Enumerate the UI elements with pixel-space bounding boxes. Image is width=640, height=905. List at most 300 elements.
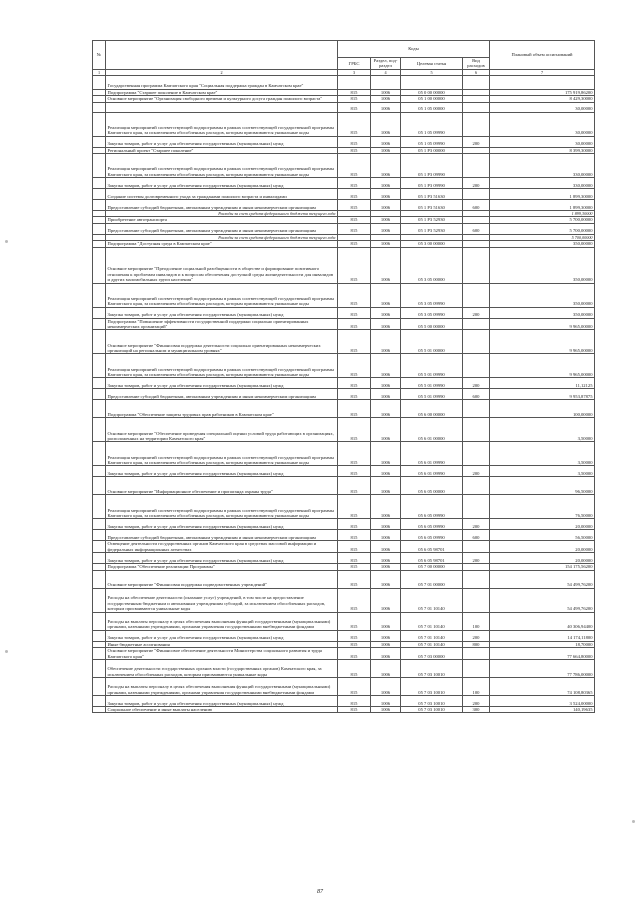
table-row	[93, 695, 595, 706]
row-target-article: 05 1 P3 51630	[401, 189, 463, 200]
colnum: 5	[401, 69, 463, 75]
table-body	[93, 75, 595, 713]
row-sum: 54 499,76200	[490, 588, 595, 612]
row-grbs: 815	[338, 588, 371, 612]
row-sum: 18,70000	[490, 641, 595, 647]
row-sum: 76,50000	[490, 495, 595, 519]
row-sum: 8 399,30000	[490, 147, 595, 153]
row-grbs: 815	[338, 89, 371, 95]
row-grbs: 815	[338, 648, 371, 660]
row-expense-type	[463, 102, 490, 112]
row-sum: 3 524,00000	[490, 695, 595, 706]
row-razdel: 1006	[371, 378, 401, 389]
row-target-article: 05 3 00 00000	[401, 241, 463, 247]
row-razdel: 1006	[371, 495, 401, 519]
row-number	[93, 588, 106, 612]
row-number	[93, 189, 106, 200]
row-grbs: 815	[338, 223, 371, 234]
row-sum: 1 899,30000	[490, 211, 595, 217]
row-grbs: 815	[338, 495, 371, 519]
table-row	[93, 677, 595, 695]
row-grbs: 815	[338, 466, 371, 477]
row-target-article: 05 1 P3 51630	[401, 200, 463, 211]
row-razdel: 1006	[371, 706, 401, 712]
row-razdel: 1006	[371, 588, 401, 612]
row-sum: 5 700,00000	[490, 234, 595, 240]
row-expense-type	[463, 330, 490, 354]
row-description: Иные бюджетные ассигнования	[106, 641, 338, 647]
row-razdel: 1006	[371, 189, 401, 200]
colnum: 7	[490, 69, 595, 75]
row-target-article: 05 7 03 10010	[401, 706, 463, 712]
row-expense-type	[463, 400, 490, 418]
row-target-article: 05 7 01 00000	[401, 570, 463, 588]
row-target-article	[401, 75, 463, 89]
colnum: 6	[463, 69, 490, 75]
row-expense-type: 300	[463, 706, 490, 712]
row-target-article: 05 1 P3 09990	[401, 178, 463, 189]
table-row	[93, 223, 595, 234]
row-number	[93, 466, 106, 477]
row-razdel: 1006	[371, 247, 401, 283]
row-number	[93, 677, 106, 695]
row-number	[93, 477, 106, 495]
row-sum: 54 499,76200	[490, 570, 595, 588]
row-description: Предоставление субсидий бюджетным, автономным учреждениям и иным некоммерческим организациям	[106, 200, 338, 211]
row-target-article: 05 6 01 09990	[401, 442, 463, 466]
row-target-article: 05 7 01 10140	[401, 641, 463, 647]
row-description: Подпрограмма "Повышение эффективности государственной поддержки социально ориентированных некоммерческих организаций"	[106, 318, 338, 330]
row-razdel: 1006	[371, 630, 401, 641]
row-sum: 350,00000	[490, 247, 595, 283]
row-target-article: 05 5 01 09990	[401, 378, 463, 389]
row-target-article: 05 1 00 00000	[401, 96, 463, 102]
row-expense-type	[463, 247, 490, 283]
table-row	[93, 466, 595, 477]
table-row	[93, 318, 595, 330]
row-grbs: 815	[338, 630, 371, 641]
row-target-article: 05 5 00 00000	[401, 318, 463, 330]
table-row	[93, 247, 595, 283]
row-target-article: 05 7 01 10140	[401, 630, 463, 641]
row-expense-type	[463, 495, 490, 519]
row-expense-type	[463, 648, 490, 660]
row-description: Закупка товаров, работ и услуг для обеспечения государственных (муниципальных) нужд	[106, 553, 338, 564]
row-description: Предоставление субсидий бюджетным, автономным учреждениям и иным некоммерческим организациям	[106, 223, 338, 234]
row-sum: 9 965,00000	[490, 354, 595, 378]
row-expense-type	[463, 570, 490, 588]
row-description: Социальное обеспечение и иные выплаты населению	[106, 706, 338, 712]
row-sum: 96,50000	[490, 477, 595, 495]
row-description	[106, 102, 338, 112]
row-expense-type	[463, 418, 490, 442]
row-grbs: 815	[338, 477, 371, 495]
row-razdel: 1006	[371, 178, 401, 189]
row-grbs: 815	[338, 247, 371, 283]
row-target-article: 05 1 P3 09990	[401, 154, 463, 178]
row-sum: 30,00000	[490, 136, 595, 147]
row-target-article: 05 5 01 00000	[401, 330, 463, 354]
row-sum: 20,00000	[490, 519, 595, 530]
row-expense-type: 200	[463, 307, 490, 318]
row-sum: 8 429,30000	[490, 96, 595, 102]
row-number	[93, 154, 106, 178]
row-expense-type	[463, 75, 490, 89]
row-description: Реализация мероприятий соответствующей подпрограммы в рамках соответствующей государственной программы Камчатского края, за исключением обособленных расходов, которым присваиваются уникальные коды	[106, 354, 338, 378]
row-grbs: 815	[338, 570, 371, 588]
row-description: Основное мероприятие "Преодоление социальной разобщенности в обществе и формирование позитивного отношения к проблемам инвалидов и к вопросам обеспечения доступной среды жизнедеятельности для инвалидов и других маломобильных групп населения"	[106, 247, 338, 283]
row-sum: 9 953,87875	[490, 389, 595, 400]
row-grbs: 815	[338, 154, 371, 178]
header-grbs: ГРБС	[338, 58, 371, 70]
table-row	[93, 530, 595, 541]
row-grbs: 815	[338, 677, 371, 695]
row-grbs: 815	[338, 519, 371, 530]
row-grbs: 815	[338, 541, 371, 553]
row-sum: 9 965,00000	[490, 318, 595, 330]
row-sum: 175 919,86200	[490, 89, 595, 95]
table-row	[93, 630, 595, 641]
row-grbs: 815	[338, 318, 371, 330]
colnum: 4	[371, 69, 401, 75]
row-sum: 3,50000	[490, 442, 595, 466]
table-row	[93, 378, 595, 389]
row-target-article: 05 6 01 09990	[401, 466, 463, 477]
row-description: Подпрограмма "Старшее поколение в Камчатском крае"	[106, 89, 338, 95]
row-sum: 30,00000	[490, 102, 595, 112]
row-number	[93, 389, 106, 400]
row-razdel: 1006	[371, 283, 401, 307]
row-description: Расходы на выплаты персоналу в целях обеспечения выполнения функций государственными (муниципальными) органами, казенными учреждениями, органами управления государственными внебюджетными фондами	[106, 677, 338, 695]
row-sum: 77 786,00000	[490, 659, 595, 677]
row-sum: 1 899,30000	[490, 200, 595, 211]
row-sum: 56,50000	[490, 530, 595, 541]
row-expense-type: 100	[463, 677, 490, 695]
row-razdel: 1006	[371, 418, 401, 442]
row-number	[93, 442, 106, 466]
colnum: 1	[93, 69, 106, 75]
row-target-article: 05 0 00 00000	[401, 89, 463, 95]
row-sum: 350,00000	[490, 307, 595, 318]
scan-mark	[5, 650, 8, 653]
row-target-article: 05 3 05 09990	[401, 283, 463, 307]
row-description: Закупка товаров, работ и услуг для обеспечения государственных (муниципальных) нужд	[106, 519, 338, 530]
row-target-article: 05 7 01 10140	[401, 588, 463, 612]
row-expense-type	[463, 189, 490, 200]
row-grbs	[338, 75, 371, 89]
row-grbs: 815	[338, 102, 371, 112]
row-target-article: 05 6 01 00000	[401, 418, 463, 442]
row-razdel: 1006	[371, 330, 401, 354]
row-grbs: 815	[338, 136, 371, 147]
row-sum: 30,00000	[490, 112, 595, 136]
row-grbs: 815	[338, 418, 371, 442]
table-row	[93, 330, 595, 354]
row-number	[93, 223, 106, 234]
row-sum: 350,00000	[490, 283, 595, 307]
table-row	[93, 354, 595, 378]
row-razdel: 1006	[371, 217, 401, 223]
row-description: Подпрограмма "Обеспечение реализации Программы"	[106, 564, 338, 570]
row-grbs: 815	[338, 400, 371, 418]
row-expense-type	[463, 541, 490, 553]
table-row	[93, 136, 595, 147]
row-expense-type: 200	[463, 695, 490, 706]
row-grbs: 815	[338, 641, 371, 647]
row-grbs: 815	[338, 530, 371, 541]
row-number	[93, 612, 106, 630]
scan-mark	[5, 240, 8, 243]
row-description: Расходы на обеспечение деятельности (оказание услуг) учреждений, в том числе на предоставление государственным бюджетным и автономным учреждениям субсидий, за исключением обособленных расходов, которым присваиваются уникальные коды	[106, 588, 338, 612]
row-grbs: 815	[338, 378, 371, 389]
colnum: 3	[338, 69, 371, 75]
row-description: Основное мероприятие "Обеспечение проведения специальной оценки условий труда работающих в организациях, расположенных на территории Камчатского края"	[106, 418, 338, 442]
row-sum: 20,00000	[490, 541, 595, 553]
row-description: Государственная программа Камчатского края "Социальная поддержка граждан в Камчатском крае"	[106, 75, 338, 89]
row-razdel: 1006	[371, 354, 401, 378]
row-sum: 140,19635	[490, 706, 595, 712]
row-expense-type	[463, 477, 490, 495]
page-number: 87	[317, 889, 323, 895]
table-row	[93, 400, 595, 418]
row-sum: 40 306,94400	[490, 612, 595, 630]
row-description: Основное мероприятие "Информационное обеспечение и пропаганда охраны труда"	[106, 477, 338, 495]
scan-mark	[632, 820, 635, 823]
row-grbs: 815	[338, 695, 371, 706]
table-row	[93, 283, 595, 307]
row-razdel: 1006	[371, 147, 401, 153]
row-razdel: 1006	[371, 641, 401, 647]
row-grbs: 815	[338, 241, 371, 247]
row-description: Закупка товаров, работ и услуг для обеспечения государственных (муниципальных) нужд	[106, 695, 338, 706]
table-row	[93, 200, 595, 211]
row-razdel: 1006	[371, 307, 401, 318]
header-expense-type: Вид расходов	[463, 58, 490, 70]
row-razdel: 1006	[371, 659, 401, 677]
table-row	[93, 706, 595, 712]
row-razdel: 1006	[371, 400, 401, 418]
row-grbs: 815	[338, 112, 371, 136]
row-expense-type	[463, 283, 490, 307]
row-sum: 330,00000	[490, 178, 595, 189]
row-sum: 11,12125	[490, 378, 595, 389]
row-target-article: 05 1 P3 00000	[401, 147, 463, 153]
row-grbs: 815	[338, 200, 371, 211]
table-row	[93, 178, 595, 189]
row-grbs: 815	[338, 147, 371, 153]
row-description: Закупка товаров, работ и услуг для обеспечения государственных (муниципальных) нужд	[106, 178, 338, 189]
row-description: Создание системы долговременного ухода за гражданами пожилого возраста и инвалидами	[106, 189, 338, 200]
row-number	[93, 283, 106, 307]
table-row	[93, 553, 595, 564]
row-description: Закупка товаров, работ и услуг для обеспечения государственных (муниципальных) нужд	[106, 136, 338, 147]
row-razdel: 1006	[371, 241, 401, 247]
row-razdel: 1006	[371, 519, 401, 530]
row-number	[93, 112, 106, 136]
row-target-article: 05 1 05 09990	[401, 136, 463, 147]
row-razdel: 1006	[371, 200, 401, 211]
row-razdel: 1006	[371, 442, 401, 466]
row-number	[93, 318, 106, 330]
row-sum: 74 108,80365	[490, 677, 595, 695]
row-description: Основное мероприятие "Финансовая поддержка деятельности социально ориентированных некоммерческих организаций на региональном и муниципальном уровнях"	[106, 330, 338, 354]
row-grbs: 815	[338, 389, 371, 400]
row-razdel: 1006	[371, 541, 401, 553]
row-razdel: 1006	[371, 318, 401, 330]
row-razdel: 1006	[371, 530, 401, 541]
row-expense-type: 200	[463, 136, 490, 147]
colnum: 2	[106, 69, 338, 75]
row-sum: 100,00000	[490, 400, 595, 418]
row-number	[93, 102, 106, 112]
row-number	[93, 247, 106, 283]
row-number	[93, 630, 106, 641]
row-number	[93, 400, 106, 418]
row-sum: 5 700,00000	[490, 217, 595, 223]
row-description: Закупка товаров, работ и услуг для обеспечения государственных (муниципальных) нужд	[106, 630, 338, 641]
table-row	[93, 541, 595, 553]
row-expense-type	[463, 354, 490, 378]
row-expense-type	[463, 659, 490, 677]
row-target-article: 05 7 03 00000	[401, 648, 463, 660]
table-row	[93, 102, 595, 112]
row-expense-type: 200	[463, 378, 490, 389]
row-description: Расходы за счет средств федерального бюджета текущего года	[106, 234, 338, 240]
row-expense-type	[463, 588, 490, 612]
row-razdel: 1006	[371, 466, 401, 477]
row-description: Расходы за счет средств федерального бюджета текущего года	[106, 211, 338, 217]
row-number	[93, 378, 106, 389]
row-sum	[490, 75, 595, 89]
row-sum: 77 664,80000	[490, 648, 595, 660]
row-grbs: 815	[338, 612, 371, 630]
header-no: №	[93, 41, 106, 70]
row-description: Региональный проект "Старшее поколение"	[106, 147, 338, 153]
row-target-article: 05 6 05 09990	[401, 519, 463, 530]
table-row	[93, 189, 595, 200]
row-razdel: 1006	[371, 564, 401, 570]
row-description: Подпрограмма "Обеспечение защиты трудовых прав работников в Камчатском крае"	[106, 400, 338, 418]
row-razdel: 1006	[371, 96, 401, 102]
row-sum: 5 700,00000	[490, 223, 595, 234]
row-description: Основное мероприятие "Организация свободного времени и культурного досуга граждан пожилого возраста"	[106, 96, 338, 102]
row-expense-type: 200	[463, 178, 490, 189]
header-razdel: Раздел, под-раздел	[371, 58, 401, 70]
row-number	[93, 570, 106, 588]
table-row	[93, 75, 595, 89]
table-row	[93, 112, 595, 136]
row-target-article: 05 6 05 00000	[401, 477, 463, 495]
row-description: Освещение деятельности государственных органов Камчатского края в средствах массовой информации и федеральных информационных агентствах	[106, 541, 338, 553]
row-expense-type: 800	[463, 641, 490, 647]
row-grbs: 815	[338, 659, 371, 677]
row-razdel: 1006	[371, 112, 401, 136]
row-grbs: 815	[338, 283, 371, 307]
row-target-article: 05 6 05 98701	[401, 541, 463, 553]
row-grbs: 815	[338, 217, 371, 223]
table-row	[93, 519, 595, 530]
row-target-article: 05 6 05 98701	[401, 553, 463, 564]
row-razdel: 1006	[371, 223, 401, 234]
row-number	[93, 178, 106, 189]
row-target-article: 05 6 05 09990	[401, 495, 463, 519]
row-target-article: 05 7 03 10010	[401, 677, 463, 695]
row-number	[93, 695, 106, 706]
budget-table	[92, 40, 595, 713]
row-razdel: 1006	[371, 570, 401, 588]
row-target-article: 05 1 05 00000	[401, 102, 463, 112]
row-expense-type: 200	[463, 630, 490, 641]
row-description: Обеспечение деятельности государственных органов власти (государственных органов) Камчатского края, за исключением обособленных расходов, которым присваиваются уникальные коды	[106, 659, 338, 677]
table-row	[93, 418, 595, 442]
header-target-article: Целевая статья	[401, 58, 463, 70]
row-expense-type: 100	[463, 612, 490, 630]
row-target-article: 05 5 01 09990	[401, 389, 463, 400]
row-description: Реализация мероприятий соответствующей подпрограммы в рамках соответствующей государственной программы Камчатского края, за исключением обособленных расходов, которым присваиваются уникальные коды	[106, 495, 338, 519]
row-sum: 154 175,56200	[490, 564, 595, 570]
table-row	[93, 659, 595, 677]
row-number	[93, 495, 106, 519]
row-grbs: 815	[338, 706, 371, 712]
row-grbs: 815	[338, 330, 371, 354]
row-razdel: 1006	[371, 648, 401, 660]
table-row	[93, 442, 595, 466]
row-target-article: 05 6 00 00000	[401, 400, 463, 418]
row-number	[93, 418, 106, 442]
row-number	[93, 136, 106, 147]
row-target-article: 05 5 01 09990	[401, 354, 463, 378]
row-number	[93, 307, 106, 318]
header-codes: Коды	[338, 41, 490, 58]
row-razdel: 1006	[371, 553, 401, 564]
row-razdel: 1006	[371, 389, 401, 400]
row-razdel: 1006	[371, 677, 401, 695]
row-razdel: 1006	[371, 102, 401, 112]
table-row	[93, 477, 595, 495]
row-sum: 9 965,00000	[490, 330, 595, 354]
row-grbs: 815	[338, 553, 371, 564]
row-expense-type: 600	[463, 530, 490, 541]
row-description: Закупка товаров, работ и услуг для обеспечения государственных (муниципальных) нужд	[106, 466, 338, 477]
row-expense-type	[463, 442, 490, 466]
row-expense-type	[463, 318, 490, 330]
row-sum: 3,50000	[490, 418, 595, 442]
row-razdel: 1006	[371, 154, 401, 178]
row-razdel: 1006	[371, 695, 401, 706]
row-description: Основное мероприятие "Финансовое обеспечение деятельности Министерства социального развития и труда Камчатского края"	[106, 648, 338, 660]
row-description: Реализация мероприятий соответствующей подпрограммы в рамках соответствующей государственной программы Камчатского края, за исключением обособленных расходов, которым присваиваются уникальные коды	[106, 154, 338, 178]
row-target-article: 05 1 P3 52930	[401, 223, 463, 234]
row-description: Приобретение автотранспорта	[106, 217, 338, 223]
row-expense-type: 200	[463, 553, 490, 564]
row-razdel: 1006	[371, 136, 401, 147]
row-expense-type: 600	[463, 200, 490, 211]
row-target-article: 05 1 05 09990	[401, 112, 463, 136]
row-grbs: 815	[338, 354, 371, 378]
row-number	[93, 541, 106, 553]
header-blank	[106, 41, 338, 70]
row-razdel: 1006	[371, 612, 401, 630]
row-grbs: 815	[338, 189, 371, 200]
row-sum: 3,50000	[490, 466, 595, 477]
row-description: Предоставление субсидий бюджетным, автономным учреждениям и иным некоммерческим организациям	[106, 530, 338, 541]
row-target-article: 05 7 03 10010	[401, 659, 463, 677]
row-sum: 350,00000	[490, 241, 595, 247]
row-description: Подпрограмма "Доступная среда в Камчатском крае"	[106, 241, 338, 247]
row-description: Расходы на выплаты персоналу в целях обеспечения выполнения функций государственными (муниципальными) органами, казенными учреждениями, органами управления государственными внебюджетными фондами	[106, 612, 338, 630]
row-description: Закупка товаров, работ и услуг для обеспечения государственных (муниципальных) нужд	[106, 307, 338, 318]
row-number	[93, 706, 106, 712]
